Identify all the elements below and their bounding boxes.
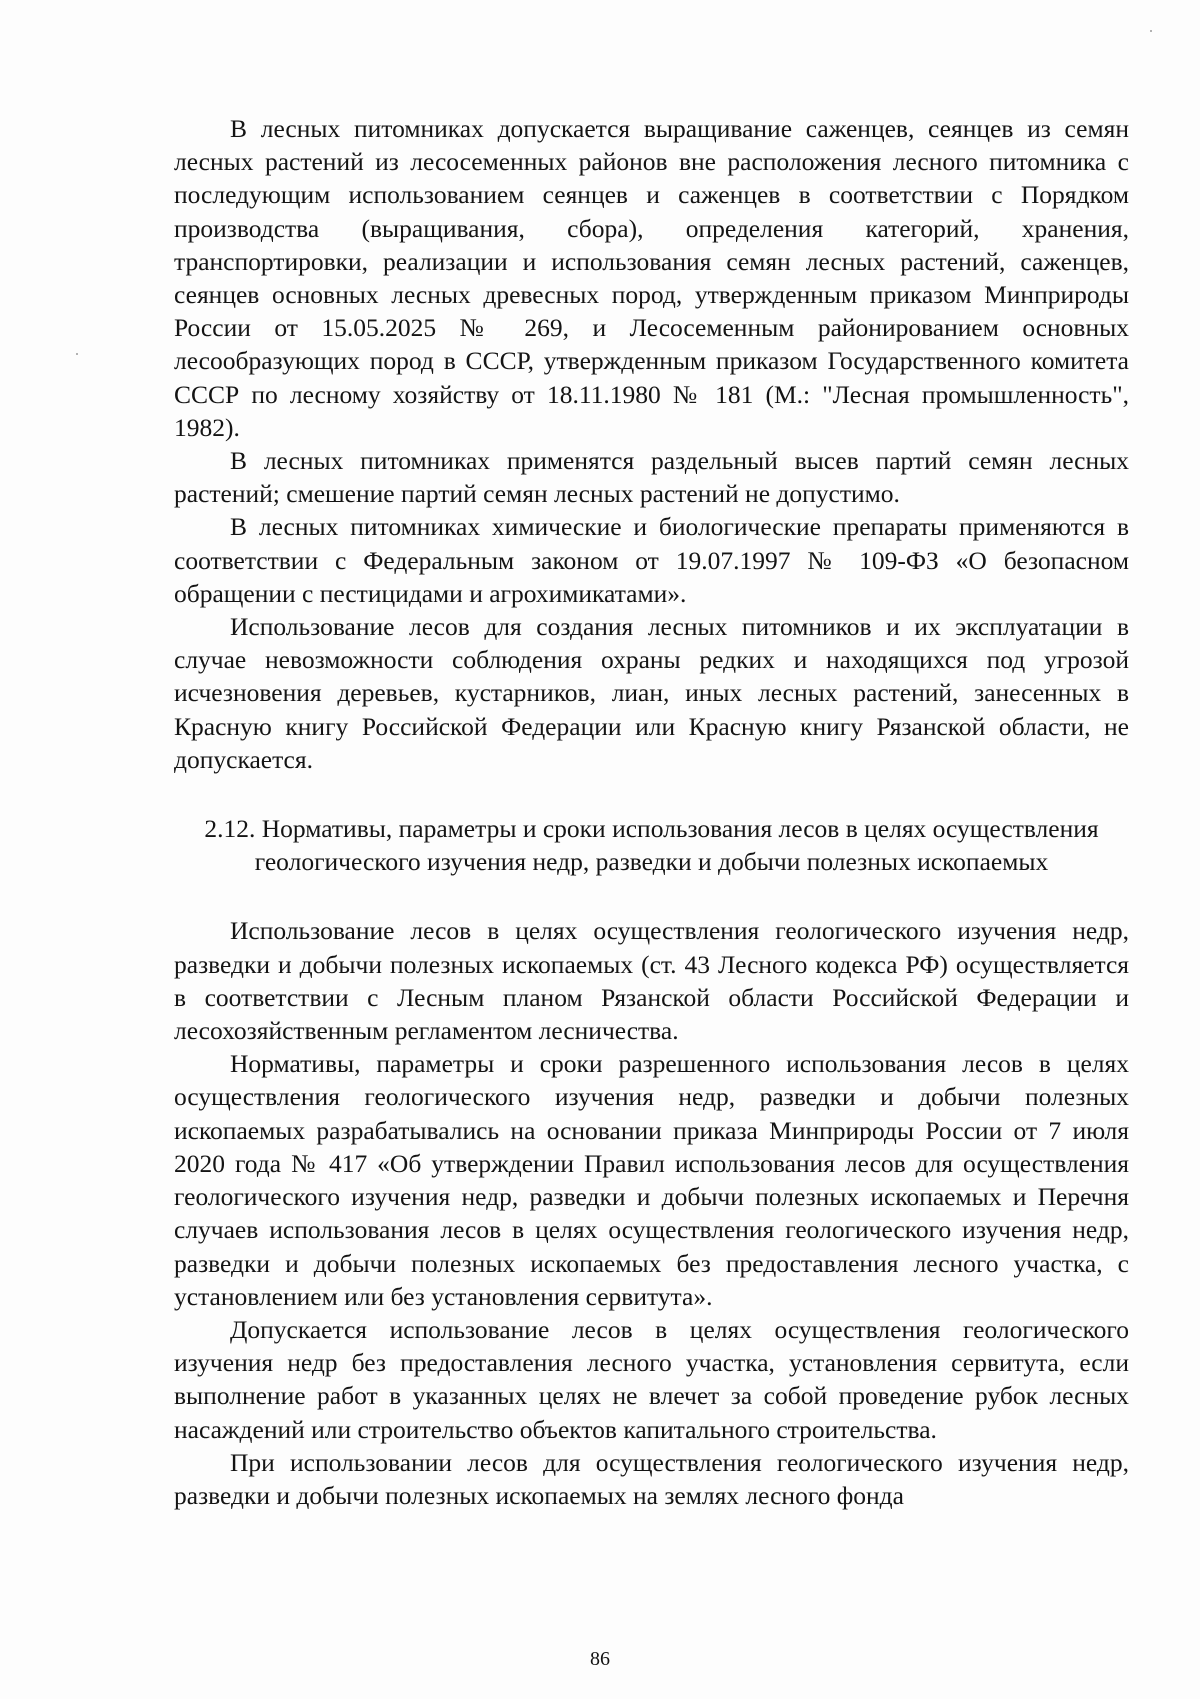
document-body (174, 112, 1129, 1512)
scan-speck (76, 353, 78, 355)
page-number: 86 (590, 1648, 610, 1670)
paragraph-forest-fund-lands: При использовании лесов для осуществления геологического изучения недр, разведки и добычи полезных ископаемых на землях лесного фонда (174, 1447, 1129, 1510)
paragraph-separate-sowing: В лесных питомниках применятся раздельный высев партий семян лесных растений; смешение партий семян лесных растений не допустимо. (174, 446, 1129, 509)
paragraph-norms-basis: Нормативы, параметры и сроки разрешенного использования лесов в целях осуществления геологического изучения недр, разведки и добычи полезных ископаемых разрабатывались на основании приказа Минприроды России от 7 июля 2020 года № 417 «Об утверждении Правил использования лесов для осуществления геологического изучения недр, разведки и добычи полезных ископаемых и Перечня случаев использования лесов в целях осуществления геологического изучения недр, разведки и добычи полезных ископаемых без предоставления лесного участка, с установлением или без установления сервитута». (174, 1049, 1129, 1311)
section-heading: 2.12. Нормативы, параметры и сроки использования лесов в целях осуществления геологического изучения недр, разведки и добычи полезных ископаемых (204, 814, 1099, 877)
paragraph-chemical-preparations: В лесных питомниках химические и биологические препараты применяются в соответствии с Федеральным законом от 19.07.1997 № 109-ФЗ «О безопасном обращении с пестицидами и агрохимикатами». (174, 512, 1129, 608)
scan-speck (1150, 30, 1152, 32)
paragraph-nurseries-seedlings: В лесных питомниках допускается выращивание саженцев, сеянцев из семян лесных растений из лесосеменных районов вне расположения лесного питомника с последующим использованием сеянцев и саженцев в соответствии с Порядком производства (выращивания, сбора), определения категорий, хранения, транспортировки, реализации и использования семян лесных растений, саженцев, сеянцев основных лесных древесных пород, утвержденным приказом Минприроды России от 15.05.2025 № 269, и Лесосеменным районированием основных лесообразующих пород в СССР, утвержденным приказом Государственного комитета СССР по лесному хозяйству от 18.11.1980 № 181 (М.: "Лесная промышленность", 1982). (174, 114, 1129, 442)
paragraph-geological-use: Использование лесов в целях осуществления геологического изучения недр, разведки и добычи полезных ископаемых (ст. 43 Лесного кодекса РФ) осуществляется в соответствии с Лесным планом Рязанской области Российской Федерации и лесохозяйственным регламентом лесничества. (174, 916, 1129, 1046)
paragraph-red-book-restriction: Использование лесов для создания лесных питомников и их эксплуатации в случае невозможности соблюдения охраны редких и находящихся под угрозой исчезновения деревьев, кустарников, лиан, иных лесных растений, занесенных в Красную книгу Российской Федерации или Красную книгу Рязанской области, не допускается. (174, 612, 1129, 774)
paragraph-no-plot-allowed: Допускается использование лесов в целях осуществления геологического изучения недр без предоставления лесного участка, установления сервитута, если выполнение работ в указанных целях не влечет за собой проведение рубок лесных насаждений или строительство объектов капитального строительства. (174, 1314, 1129, 1444)
